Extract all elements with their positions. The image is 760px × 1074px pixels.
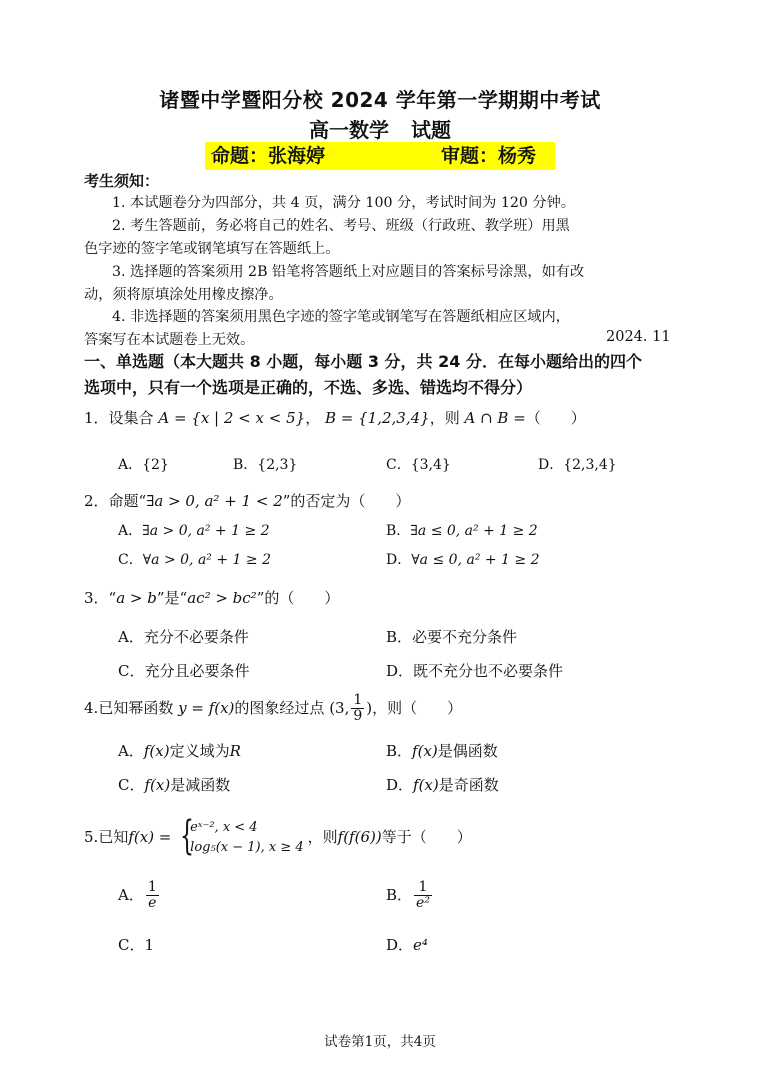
question-2: 2．命题“∃a > 0, a² + 1 < 2”的否定为（ ） — [84, 492, 411, 510]
page-footer: 试卷第1页，共4页 — [324, 1034, 436, 1050]
q1-option-c[interactable]: C．{3,4} — [386, 457, 451, 473]
paper-type-label: 试题 — [411, 118, 451, 142]
notice-line: 4. 非选择题的答案须用黑色字迹的签字笔或钢笔写在答题纸相应区域内， — [112, 309, 570, 325]
q1-option-b[interactable]: B．{2,3} — [233, 457, 298, 473]
piecewise-function: { eˣ⁻², x < 4 log₅(x − 1), x ≥ 4 — [180, 813, 304, 859]
q2-option-a[interactable]: A．∃a > 0, a² + 1 ≥ 2 — [118, 523, 270, 539]
q3-option-a[interactable]: A．充分不必要条件 — [118, 628, 249, 646]
notice-line: 动，须将原填涂处用橡皮擦净。 — [84, 287, 283, 303]
notice-line: 1. 本试题卷分为四部分，共 4 页，满分 100 分，考试时间为 120 分钟。 — [112, 195, 575, 211]
exam-title: 诸暨中学暨阳分校 2024 学年第一学期期中考试 — [159, 88, 601, 112]
notice-heading: 考生须知： — [84, 172, 160, 190]
q4-option-a[interactable]: A．f(x)定义域为R — [118, 742, 241, 760]
notice-line: 2. 考生答题前，务必将自己的姓名、考号、班级（行政班、教学班）用黑 — [112, 218, 570, 234]
q2-option-d[interactable]: D．∀a ≤ 0, a² + 1 ≥ 2 — [386, 552, 540, 568]
subject-label: 高一数学 — [309, 118, 389, 142]
exam-subtitle — [0, 114, 760, 143]
author-label: 命题：张海婷 — [211, 145, 326, 167]
q3-option-b[interactable]: B．必要不充分条件 — [386, 628, 518, 646]
q5-option-d[interactable]: D．e⁴ — [386, 936, 428, 954]
q2-option-c[interactable]: C．∀a > 0, a² + 1 ≥ 2 — [118, 552, 271, 568]
notice-line: 答案写在本试题卷上无效。 — [84, 332, 255, 348]
q4-option-c[interactable]: C．f(x)是减函数 — [118, 776, 231, 794]
q1-option-d[interactable]: D．{2,3,4} — [538, 457, 617, 473]
q3-option-d[interactable]: D．既不充分也不必要条件 — [386, 662, 564, 680]
q4-option-b[interactable]: B．f(x)是偶函数 — [386, 742, 498, 760]
question-1: 1．设集合 A = {x | 2 < x < 5}， B = {1,2,3,4}，则 A ∩ B =（ ） — [84, 409, 586, 427]
q5-option-c[interactable]: C．1 — [118, 936, 155, 954]
section-heading: 一、单选题（本大题共 8 小题，每小题 3 分，共 24 分．在每小题给出的四个 选项中，只有一个选项是正确的，不选、多选、错选均不得分） — [84, 352, 642, 397]
question-4: 4.已知幂函数 y = f(x)的图象经过点 (3, $\frac{1}{9}$ )，则（ ） — [84, 692, 463, 725]
brace-glyph: { — [180, 813, 195, 859]
q5-option-b[interactable]: B． $\frac{1}{\text{e²}}$ — [386, 879, 430, 912]
q2-option-b[interactable]: B．∃a ≤ 0, a² + 1 ≥ 2 — [386, 523, 538, 539]
q1-option-a[interactable]: A．{2} — [118, 457, 169, 473]
q5-option-a[interactable]: A． $\frac{1}{e}$ — [118, 879, 157, 912]
author-highlight-bar — [205, 142, 555, 170]
notice-line: 色字迹的签字笔或钢笔填写在答题纸上。 — [84, 241, 340, 257]
fraction: $\frac{1}{9}$ — [353, 692, 363, 725]
notice-line: 3. 选择题的答案须用 2B 铅笔将答题纸上对应题目的答案标号涂黑，如有改 — [112, 264, 585, 280]
q3-option-c[interactable]: C．充分且必要条件 — [118, 662, 250, 680]
exam-date: 2024. 11 — [606, 329, 671, 345]
reviewer-label: 审题：杨秀 — [441, 145, 537, 167]
q4-option-d[interactable]: D．f(x)是奇函数 — [386, 776, 499, 794]
question-3: 3．“a > b”是“ac² > bc²”的（ ） — [84, 589, 340, 607]
question-5: 5.已知f(x) = { eˣ⁻², x < 4 log₅(x − 1), x ≥ 4 ，则f(f(6))等于（ ） — [84, 813, 472, 859]
